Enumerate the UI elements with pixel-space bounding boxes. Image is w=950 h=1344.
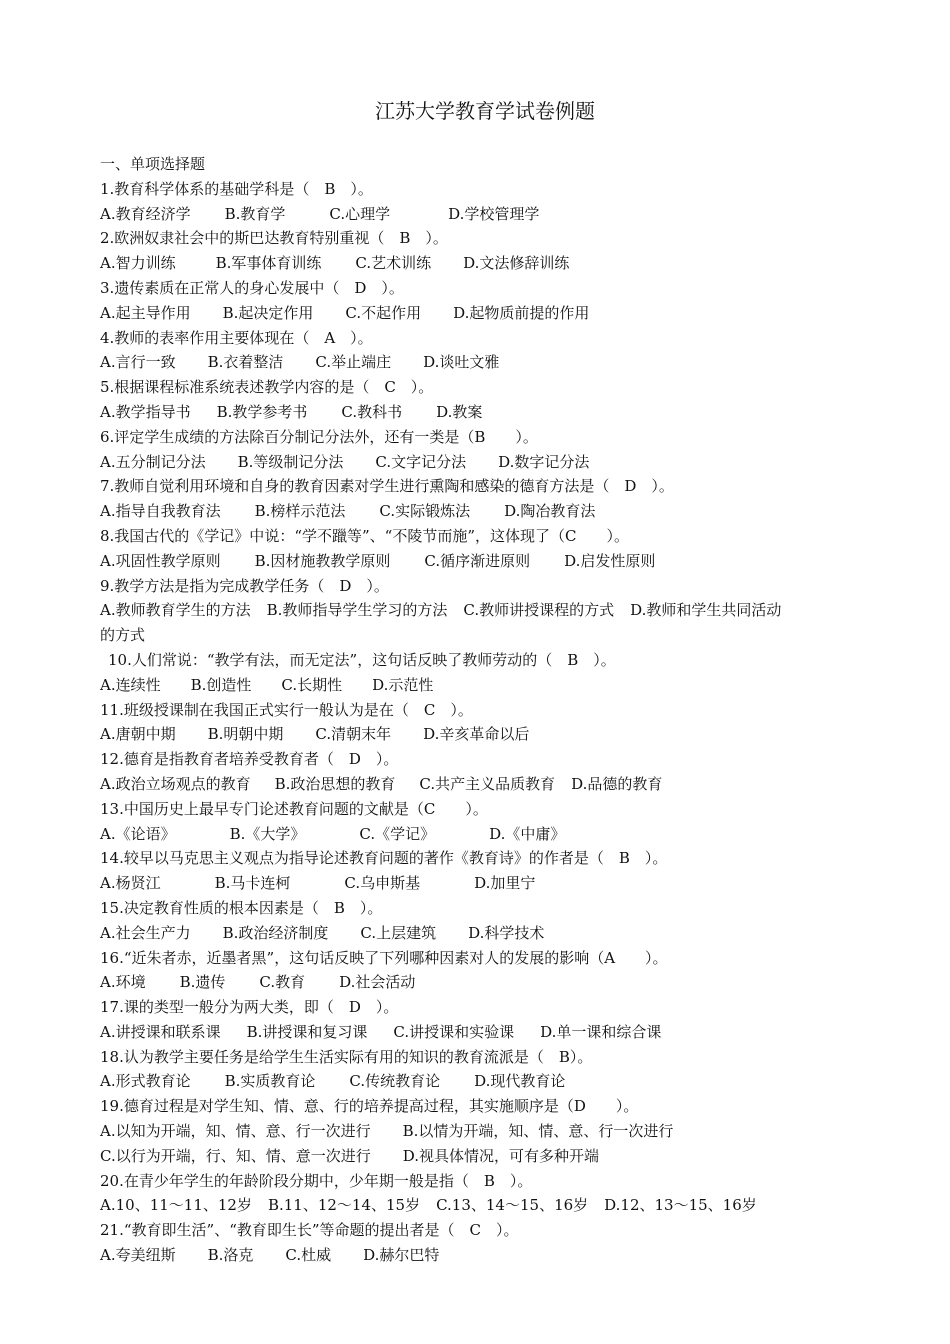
answer-option: C.教育 xyxy=(259,973,306,992)
answer-option: C.13、14～15、16岁 xyxy=(436,1196,589,1215)
option-row xyxy=(100,1144,870,1169)
answer-option: C.杜威 xyxy=(285,1246,332,1265)
answer-option: C.乌申斯基 xyxy=(344,874,421,893)
answer-option: C.教师讲授课程的方式 xyxy=(463,601,615,620)
question-text: 5.根据课程标准系统表述教学内容的是（ C ）。 xyxy=(100,378,434,397)
question-text: 1.教育科学体系的基础学科是（ B ）。 xyxy=(100,179,373,198)
answer-option: D.示范性 xyxy=(372,675,434,694)
option-row xyxy=(100,350,870,375)
answer-option: D.陶冶教育法 xyxy=(504,502,596,521)
question-text: 18.认为教学主要任务是给学生生活实际有用的知识的教育流派是（ B）。 xyxy=(100,1047,593,1066)
question-text: 13.中国历史上最早专门论述教育问题的文献是（C ）。 xyxy=(100,799,488,818)
question-text: 11.班级授课制在我国正式实行一般认为是在（ C ）。 xyxy=(100,700,473,719)
answer-option: A.言行一致 xyxy=(100,353,176,372)
option-row xyxy=(100,301,870,326)
question-text: 2.欧洲奴隶社会中的斯巴达教育特别重视（ B ）。 xyxy=(100,229,448,248)
option-row xyxy=(100,1119,870,1144)
answer-option: A.起主导作用 xyxy=(100,303,191,322)
question-text: 19.德育过程是对学生知、情、意、行的培养提高过程，其实施顺序是（D ）。 xyxy=(100,1097,639,1116)
question-list xyxy=(100,177,870,1268)
answer-option: B.衣着整洁 xyxy=(207,353,284,372)
option-row xyxy=(100,772,870,797)
answer-option: D.赫尔巴特 xyxy=(363,1246,440,1265)
question-text: 15.决定教育性质的根本因素是（ B ）。 xyxy=(100,898,383,917)
answer-option: C.以行为开端，行、知、情、意一次进行 xyxy=(100,1146,371,1165)
option-row xyxy=(100,598,870,623)
answer-option: D.单一课和综合课 xyxy=(540,1022,662,1041)
question-text: 8.我国古代的《学记》中说：“学不躐等”、“不陵节而施”，这体现了（C ）。 xyxy=(100,526,629,545)
question-text: 3.遗传素质在正常人的身心发展中（ D ）。 xyxy=(100,278,404,297)
answer-option: A.以知为开端，知、情、意、行一次进行 xyxy=(100,1122,371,1141)
answer-option: B.教学参考书 xyxy=(216,402,308,421)
answer-option: D.教案 xyxy=(436,402,483,421)
question-text: 16.“近朱者赤，近墨者黑”，这句话反映了下列哪种因素对人的发展的影响（A ）。 xyxy=(100,948,668,967)
section-heading: 一、单项选择题 xyxy=(100,155,206,173)
answer-option: A.政治立场观点的教育 xyxy=(100,774,251,793)
answer-option: C.清朝末年 xyxy=(315,725,392,744)
answer-option: B.马卡连柯 xyxy=(214,874,291,893)
answer-option: D.学校管理学 xyxy=(448,204,540,223)
answer-option: A.教师教育学生的方法 xyxy=(100,601,251,620)
answer-option: A.巩固性教学原则 xyxy=(100,551,221,570)
answer-option: A.《论语》 xyxy=(100,824,176,843)
answer-option: D.12、13～15、16岁 xyxy=(604,1196,757,1215)
answer-option: A.智力训练 xyxy=(100,254,176,273)
answer-option: B.洛克 xyxy=(207,1246,254,1265)
answer-option: C.艺术训练 xyxy=(355,254,432,273)
option-row xyxy=(100,871,870,896)
option-row xyxy=(100,499,870,524)
answer-option: A.10、11～11、12岁 xyxy=(100,1196,252,1215)
answer-option: D.现代教育论 xyxy=(474,1072,566,1091)
answer-option: A.形式教育论 xyxy=(100,1072,191,1091)
document-title: 江苏大学教育学试卷例题 xyxy=(375,99,595,123)
option-row xyxy=(100,722,870,747)
answer-option: A.唐朝中期 xyxy=(100,725,176,744)
question-text: 20.在青少年学生的年龄阶段分期中，少年期一般是指（ B ）。 xyxy=(100,1171,533,1190)
answer-option: A.社会生产力 xyxy=(100,923,191,942)
question-text: 7.教师自觉利用环境和自身的教育因素对学生进行熏陶和感染的德育方法是（ D ）。 xyxy=(100,477,674,496)
answer-option: D.社会活动 xyxy=(339,973,416,992)
answer-option: C.上层建筑 xyxy=(360,923,437,942)
answer-option: A.教育经济学 xyxy=(100,204,191,223)
answer-option: B.《大学》 xyxy=(229,824,306,843)
answer-option: B.遗传 xyxy=(179,973,226,992)
answer-option: B.明朝中期 xyxy=(207,725,284,744)
answer-option: C.讲授课和实验课 xyxy=(393,1022,515,1041)
answer-option: B.政治思想的教育 xyxy=(274,774,396,793)
question-text: 10.人们常说：“教学有法，而无定法”，这句话反映了教师劳动的（ B ）。 xyxy=(108,650,616,669)
option-row xyxy=(100,1069,870,1094)
answer-option: C.《学记》 xyxy=(359,824,436,843)
answer-option: A.夸美纽斯 xyxy=(100,1246,176,1265)
option-continuation: 的方式 xyxy=(100,626,146,645)
option-row xyxy=(100,1020,870,1045)
question-text: 12.德育是指教育者培养受教育者（ D ）。 xyxy=(100,750,399,769)
answer-option: D.教师和学生共同活动 xyxy=(630,601,782,620)
answer-option: B.11、12～14、15岁 xyxy=(267,1196,421,1215)
answer-option: A.五分制记分法 xyxy=(100,452,206,471)
option-row xyxy=(100,450,870,475)
option-row xyxy=(100,549,870,574)
answer-option: C.实际锻炼法 xyxy=(379,502,471,521)
answer-option: B.因材施教教学原则 xyxy=(254,551,391,570)
answer-option: B.讲授课和复习课 xyxy=(246,1022,368,1041)
answer-option: B.政治经济制度 xyxy=(222,923,329,942)
answer-option: B.起决定作用 xyxy=(222,303,314,322)
answer-option: D.科学技术 xyxy=(468,923,545,942)
answer-option: A.指导自我教育法 xyxy=(100,502,221,521)
question-text: 6.评定学生成绩的方法除百分制记分法外，还有一类是（B ）。 xyxy=(100,427,538,446)
answer-option: D.文法修辞训练 xyxy=(463,254,570,273)
answer-option: D.谈吐文雅 xyxy=(423,353,500,372)
answer-option: D.辛亥革命以后 xyxy=(423,725,530,744)
option-row xyxy=(100,673,870,698)
answer-option: C.不起作用 xyxy=(345,303,422,322)
question-text: 9.教学方法是指为完成教学任务（ D ）。 xyxy=(100,576,389,595)
answer-option: C.长期性 xyxy=(281,675,343,694)
answer-option: B.教育学 xyxy=(224,204,286,223)
answer-option: C.循序渐进原则 xyxy=(424,551,531,570)
question-text: 17.课的类型一般分为两大类，即（ D ）。 xyxy=(100,998,399,1017)
option-row xyxy=(100,400,870,425)
option-row xyxy=(100,822,870,847)
answer-option: B.教师指导学生学习的方法 xyxy=(266,601,448,620)
answer-option: D.启发性原则 xyxy=(564,551,656,570)
option-row xyxy=(100,251,870,276)
answer-option: D.加里宁 xyxy=(474,874,536,893)
option-row xyxy=(100,202,870,227)
answer-option: A.教学指导书 xyxy=(100,402,191,421)
answer-option: D.《中庸》 xyxy=(489,824,566,843)
answer-option: A.连续性 xyxy=(100,675,161,694)
answer-option: B.军事体育训练 xyxy=(215,254,322,273)
answer-option: A.环境 xyxy=(100,973,146,992)
answer-option: C.教科书 xyxy=(341,402,403,421)
answer-option: C.传统教育论 xyxy=(349,1072,441,1091)
answer-option: B.创造性 xyxy=(190,675,252,694)
option-row xyxy=(100,1243,870,1268)
answer-option: B.榜样示范法 xyxy=(254,502,346,521)
answer-option: D.数字记分法 xyxy=(498,452,590,471)
option-row xyxy=(100,1193,870,1218)
answer-option: D.起物质前提的作用 xyxy=(453,303,590,322)
answer-option: A.杨贤江 xyxy=(100,874,161,893)
option-row xyxy=(100,970,870,995)
question-text: 21.“教育即生活”、“教育即生长”等命题的提出者是（ C ）。 xyxy=(100,1221,519,1240)
answer-option: C.共产主义品质教育 xyxy=(419,774,556,793)
answer-option: C.举止端庄 xyxy=(315,353,392,372)
answer-option: D.视具体情况，可有多种开端 xyxy=(402,1146,599,1165)
answer-option: A.讲授课和联系课 xyxy=(100,1022,221,1041)
answer-option: B.以情为开端，知、情、意、行一次进行 xyxy=(402,1122,674,1141)
answer-option: C.心理学 xyxy=(329,204,391,223)
answer-option: B.等级制记分法 xyxy=(237,452,344,471)
answer-option: D.品德的教育 xyxy=(571,774,663,793)
document xyxy=(100,96,870,1268)
option-row xyxy=(100,921,870,946)
question-text: 14.较早以马克思主义观点为指导论述教育问题的著作《教育诗》的作者是（ B ）。 xyxy=(100,849,668,868)
answer-option: C.文字记分法 xyxy=(375,452,467,471)
question-text: 4.教师的表率作用主要体现在（ A ）。 xyxy=(100,328,373,347)
answer-option: B.实质教育论 xyxy=(224,1072,316,1091)
